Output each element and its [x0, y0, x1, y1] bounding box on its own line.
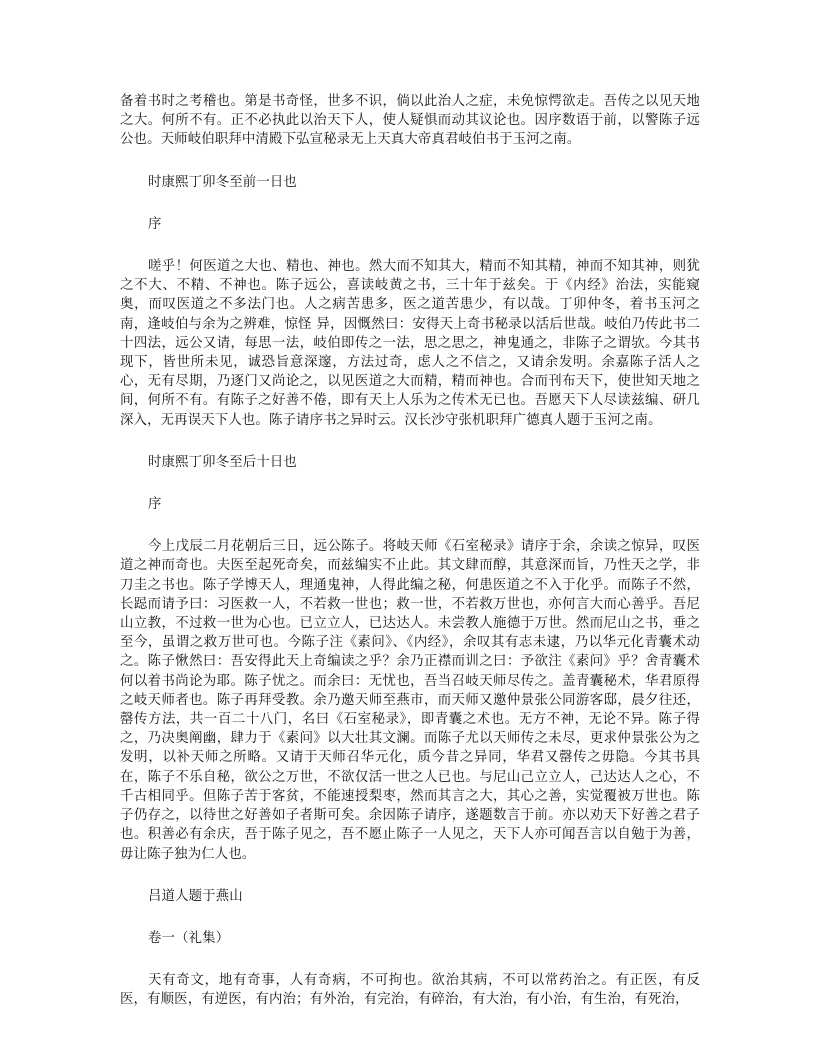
preface-body-paragraph: 嗟乎！何医道之大也、精也、神也。然大而不知其大，精而不知其精，神而不知其神，则犹之不大、不精、不神也。陈子远公，喜读岐黄之书，三十年于兹矣。于《内经》治法，实能窥奥，而叹医道之不多法门也。人之病苦患多，医之道苦患少，有以哉。丁卯仲冬，着书玉河之南，逢岐伯与余为之辨难，惊怪 异，因慨然曰：安得天上奇书秘录以活后世哉。岐伯乃传此书二十四法，远公又请，每思一法，岐伯即传之一法，思之思之，神鬼通之，非陈子之谓欤。今其书现下，皆世所未见，诚恐旨意深邃，方法过奇，虑人之不信之，又请余发明。余嘉陈子活人之心，无有尽期，乃逐门又尚论之，以见医道之大而精，精而神也。合而刊布天下，使世知天地之间，何所不有。有陈子之好善不倦，即有天上人乐为之传术无已也。吾愿天下人尽读兹编、研几深入，无再误天下人也。陈子请序书之异时云。汉长沙守张机职拜广德真人题于玉河之南。	[120, 259, 700, 428]
preface-heading: 序	[148, 216, 162, 232]
preface-date-line: 时康熙丁卯冬至前一日也	[148, 174, 297, 190]
preface-body-paragraph-second: 今上戊辰二月花朝后三日，远公陈子。将岐天师《石室秘录》请序于余，余读之惊异，叹医道之神而奇也。夫医至起死奇矣，而兹编实不止此。其文肆而醇，其意深而旨，乃性天之学，非刀圭之书也。陈子学博天人，理通鬼神，人得此编之秘，何患医道之不入于化乎。而陈子不然，长跽而请予曰：习医救一人，不若救一世也；救一世，不若救万世也，亦何言大而心善乎。吾尼山立教，不过救一世为心也。已立立人，已达达人。未尝教人施德于万世。然而尼山之书，垂之至今，虽谓之救万世可也。今陈子注《素问》、《内经》，余叹其有志未逮，乃以华元化青囊术动之。陈子愀然曰：吾安得此天上奇编读之乎？余乃正襟而训之曰：予欲注《素问》乎？舍青囊术何以着书尚论为耶。陈子忧之。而余曰：无忧也，吾当召岐天师尽传之。盖青囊秘术，华君原得之岐天师者也。陈子再拜受教。余乃邀天师至燕市，而天师又邀仲景张公同游客邸，晨夕往还，罄传方法，共一百二十八门，名曰《石室秘录》，即青囊之术也。无方不神，无论不异。陈子得之，乃决奥阐幽，肆力于《素问》以大壮其文澜。而陈子尤以天师传之未尽，更求仲景张公为之发明，以补天师之所略。又请于天师召华元化，质今昔之异同，华君又罄传之毋隐。今其书具在，陈子不乐自秘，欲公之万世，不欲仅活一世之人已也。与尼山己立立人，己达达人之心，不千古相同乎。但陈子苦于客贫，不能速授梨枣，然而其言之大，其心之善，实觉覆被万世也。陈子仍存之，以待世之好善如子者斯可矣。余因陈子请序，遂题数言于前。亦以劝天下好善之君子也。积善必有余庆，吾于陈子见之，吾不愿止陈子一人见之，天下人亦可闻吾言以自勉于为善，毋让陈子独为仁人也。	[120, 539, 700, 862]
chapter-heading: 卷一（礼集）	[148, 930, 230, 946]
document-body	[120, 92, 700, 1010]
preface-closing-paragraph: 备着书时之考稽也。第是书奇怪，世多不识，倘以此治人之症，未免惊愕欲走。吾传之以见天地之大。何所不有。正不必执此以治天下人，使人疑惧而动其议论也。因序数语于前，以警陈子远公也。天师岐伯职拜中清殿下弘宣秘录无上天真大帝真君岐伯书于玉河之南。	[120, 94, 700, 148]
preface-date-line-second: 时康熙丁卯冬至后十日也	[148, 454, 297, 470]
chapter-opening-paragraph: 天有奇文，地有奇事，人有奇病，不可拘也。欲治其病，不可以常药治之。有正医，有反医，有顺医，有逆医，有内治；有外治，有完治，有碎治，有大治，有小治，有生治，有死治，	[120, 973, 700, 1008]
preface-heading-second: 序	[148, 497, 162, 513]
preface-signature: 吕道人题于燕山	[148, 888, 243, 904]
